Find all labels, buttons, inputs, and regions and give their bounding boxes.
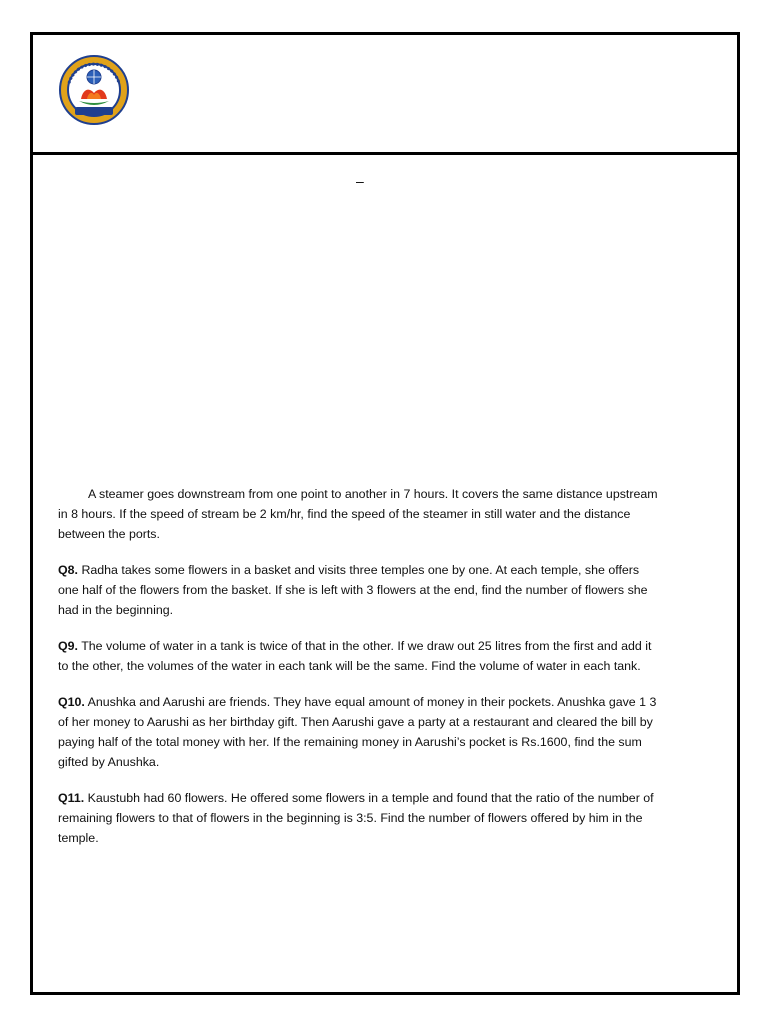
question-8 <box>58 560 658 620</box>
question-number: Q9. <box>58 639 78 653</box>
header-divider <box>33 152 740 155</box>
question-text: A steamer goes downstream from one point to another in 7 hours. It covers the same distance upstream in 8 hours. If the speed of stream be 2 km/hr, find the speed of the steamer in still water and the distance between the ports. <box>58 487 658 541</box>
header-dash: – <box>356 173 364 189</box>
question-7 <box>58 484 658 544</box>
school-crest-icon <box>57 53 131 127</box>
questions-section <box>58 484 658 864</box>
question-text: Kaustubh had 60 flowers. He offered some flowers in a temple and found that the ratio of the number of remaining flowers to that of flowers in the beginning is 3:5. Find the number of flowers offered by him in the temple. <box>58 791 654 845</box>
question-11 <box>58 788 658 848</box>
question-number: Q10. <box>58 695 85 709</box>
question-number: Q11. <box>58 791 85 805</box>
question-10 <box>58 692 658 772</box>
question-9 <box>58 636 658 676</box>
question-text: Anushka and Aarushi are friends. They have equal amount of money in their pockets. Anushka gave 1 3 of her money to Aarushi as her birthday gift. Then Aarushi gave a party at a restaurant and cleared the bill by paying half of the total money with her. If the remaining money in Aarushi’s pocket is Rs.1600, find the sum gifted by Anushka. <box>58 695 657 769</box>
question-text: Radha takes some flowers in a basket and visits three temples one by one. At each temple, she offers one half of the flowers from the basket. If she is left with 3 flowers at the end, find the number of flowers she had in the beginning. <box>58 563 648 617</box>
question-text: The volume of water in a tank is twice of that in the other. If we draw out 25 litres from the first and add it to the other, the volumes of the water in each tank will be the same. Find the volume of water in each tank. <box>58 639 652 673</box>
question-number: Q8. <box>58 563 78 577</box>
